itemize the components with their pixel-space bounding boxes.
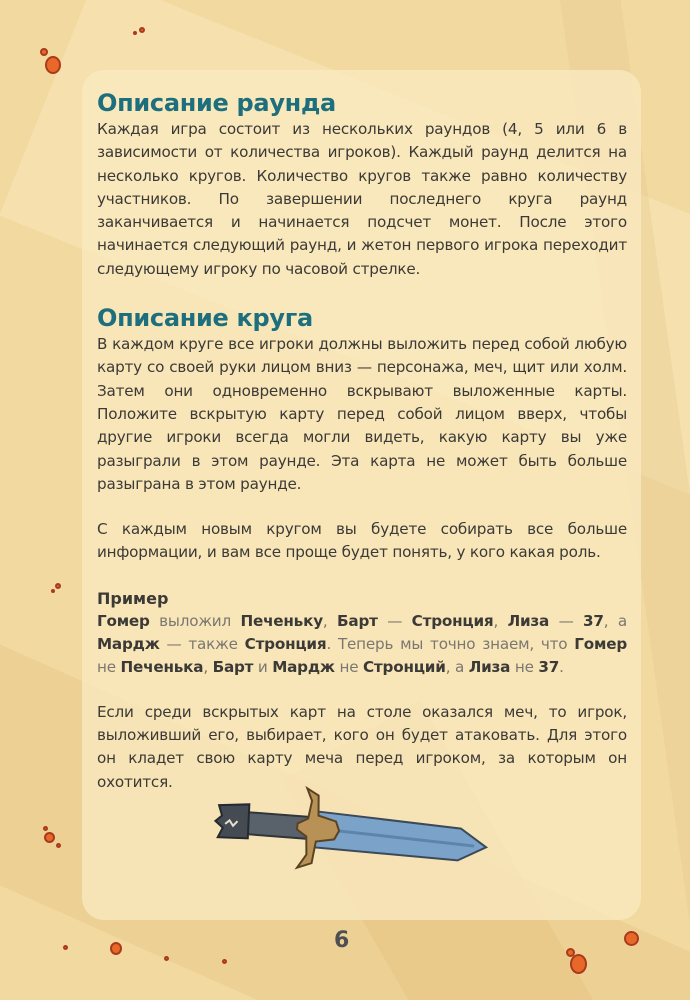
page-number: 6 xyxy=(334,928,350,953)
example-highlight: Стронция xyxy=(244,634,327,653)
example-highlight: 37 xyxy=(538,657,560,676)
example-highlight: 37 xyxy=(583,611,604,630)
example-fragment: , xyxy=(493,611,508,630)
decor-blob xyxy=(55,583,61,589)
decor-blob xyxy=(44,832,55,843)
example-highlight: Мардж xyxy=(272,657,335,676)
decor-blob xyxy=(164,956,169,961)
decor-blob xyxy=(56,843,61,848)
decor-blob xyxy=(139,27,145,33)
section-title-circle: Описание круга xyxy=(97,304,313,333)
example-fragment: , а xyxy=(445,657,469,676)
example-fragment: не xyxy=(334,657,363,676)
decor-blob xyxy=(110,942,122,955)
example-highlight: Лиза xyxy=(468,657,511,676)
decor-blob xyxy=(570,954,587,974)
example-fragment: — также xyxy=(159,634,245,653)
example-highlight: Барт xyxy=(337,611,378,630)
decor-blob xyxy=(624,931,639,946)
decor-blob xyxy=(222,959,227,964)
example-fragment: . xyxy=(559,657,564,676)
example-fragment: не xyxy=(97,657,121,676)
example-highlight: Мардж xyxy=(97,634,160,653)
example-highlight: Гомер xyxy=(97,611,150,630)
example-fragment: не xyxy=(510,657,539,676)
example-highlight: Барт xyxy=(212,657,254,676)
example-fragment: , xyxy=(322,611,338,630)
decor-blob xyxy=(133,31,137,35)
example-title: Пример xyxy=(97,588,169,608)
example-highlight: Печеньку xyxy=(240,611,323,630)
round-description: Каждая игра состоит из нескольких раундов (4, 5 или 6 в зависимости от количества игроков). Каждый раунд делится на несколько кругов. Количество кругов также равно количеству участников. По завершении последнего круга раунд заканчивается и начинается подсчет монет. После этого начинается следующий раунд, и жетон первого игрока переходит следующему игроку по часовой стрелке. xyxy=(97,120,627,278)
decor-blob xyxy=(40,48,48,56)
example-fragment: и xyxy=(253,657,273,676)
example-highlight: Лиза xyxy=(507,611,550,630)
page-content xyxy=(97,88,627,794)
example-fragment: , а xyxy=(603,611,628,630)
sword-rule-paragraph: Если среди вскрытых карт на столе оказался меч, то игрок, выложивший его, выбирает, кого он будет атаковать. Для этого он кладет свою карту меча перед игроком, за которым он охотится. xyxy=(97,702,627,791)
example-highlight: Стронций xyxy=(362,657,446,676)
example-highlight: Печенька xyxy=(120,657,204,676)
example-fragment: , xyxy=(203,657,213,676)
example-highlight: Гомер xyxy=(574,634,627,653)
example-fragment: — xyxy=(549,611,584,630)
example-fragment: . Теперь мы точно знаем, что xyxy=(326,634,575,653)
decor-blob xyxy=(43,826,48,831)
section-title-round: Описание раунда xyxy=(97,89,336,117)
decor-blob xyxy=(45,56,61,74)
example-fragment: — xyxy=(377,611,412,630)
circle-description: В каждом круге все игроки должны выложить перед собой любую карту со своей руки лицом вниз — персонажа, меч, щит или холм. Затем они одновременно вскрывают выложенные карты. Положите вскрытую карту перед собой лицом вверх, чтобы другие игроки всегда могли видеть, какую карту вы уже разыграли в этом раунде. Эта карта не может быть больше разыграна в этом раунде. xyxy=(97,335,627,493)
decor-blob xyxy=(63,945,68,950)
example-fragment: выложил xyxy=(149,611,241,630)
example-text xyxy=(97,610,627,679)
decor-blob xyxy=(51,589,55,593)
circle-info-paragraph: С каждым новым кругом вы будете собирать все больше информации, и вам все проще будет понять, у кого какая роль. xyxy=(97,520,627,562)
example-highlight: Стронция xyxy=(411,611,494,630)
sword-icon xyxy=(205,785,495,880)
